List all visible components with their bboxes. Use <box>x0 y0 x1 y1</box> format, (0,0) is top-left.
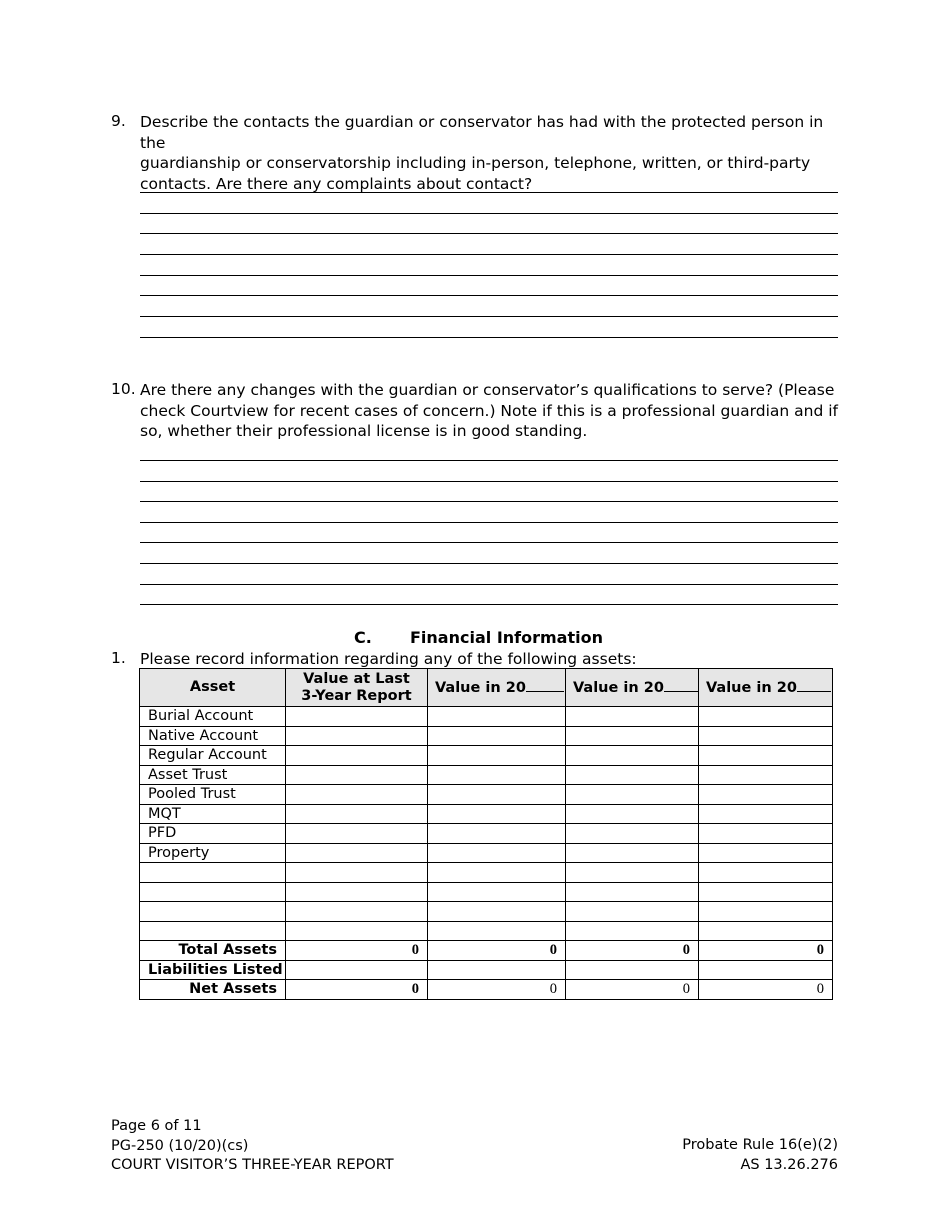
answer-line[interactable] <box>140 542 838 543</box>
table-cell[interactable] <box>699 707 833 727</box>
table-cell[interactable] <box>140 902 286 922</box>
table-cell[interactable] <box>286 921 428 941</box>
answer-line[interactable] <box>140 295 838 296</box>
table-row <box>140 726 833 746</box>
table-cell[interactable] <box>699 765 833 785</box>
header-asset: Asset <box>140 669 286 707</box>
table-cell[interactable] <box>286 960 428 980</box>
asset-label: Property <box>140 843 286 863</box>
total-assets-row <box>140 941 833 961</box>
table-cell[interactable] <box>286 902 428 922</box>
financial-item-number: 1. <box>111 649 126 667</box>
question-10-number: 10. <box>111 380 136 398</box>
answer-line[interactable] <box>140 604 838 605</box>
table-cell[interactable] <box>428 707 566 727</box>
table-cell[interactable] <box>428 882 566 902</box>
table-row <box>140 824 833 844</box>
table-cell[interactable] <box>699 843 833 863</box>
footer-statute: AS 13.26.276 <box>740 1156 838 1173</box>
table-cell[interactable] <box>566 746 699 766</box>
table-cell[interactable] <box>140 921 286 941</box>
table-cell[interactable] <box>566 863 699 883</box>
answer-line[interactable] <box>140 501 838 502</box>
total-value: 0 <box>699 941 833 961</box>
table-cell[interactable] <box>428 765 566 785</box>
table-row <box>140 746 833 766</box>
table-row <box>140 765 833 785</box>
answer-line[interactable] <box>140 481 838 482</box>
table-cell[interactable] <box>566 765 699 785</box>
answer-line[interactable] <box>140 522 838 523</box>
table-cell[interactable] <box>286 707 428 727</box>
table-cell[interactable] <box>566 824 699 844</box>
table-cell[interactable] <box>566 882 699 902</box>
table-row <box>140 804 833 824</box>
asset-label: PFD <box>140 824 286 844</box>
table-cell[interactable] <box>428 804 566 824</box>
table-cell[interactable] <box>699 921 833 941</box>
net-value: 0 <box>428 980 566 1000</box>
answer-line[interactable] <box>140 233 838 234</box>
year-blank[interactable] <box>797 679 831 692</box>
table-row-blank <box>140 882 833 902</box>
table-cell[interactable] <box>286 765 428 785</box>
table-cell[interactable] <box>428 785 566 805</box>
table-cell[interactable] <box>566 726 699 746</box>
net-assets-label: Net Assets <box>140 980 286 1000</box>
question-9-line-3: contacts. Are there any complaints about contact? <box>140 174 533 193</box>
answer-line[interactable] <box>140 254 838 255</box>
answer-line[interactable] <box>140 192 838 193</box>
net-value: 0 <box>566 980 699 1000</box>
asset-label: MQT <box>140 804 286 824</box>
header-value-label: Value in 20 <box>573 679 664 696</box>
footer-right <box>682 1136 838 1175</box>
table-cell[interactable] <box>566 843 699 863</box>
table-cell[interactable] <box>566 921 699 941</box>
table-cell[interactable] <box>699 746 833 766</box>
table-cell[interactable] <box>566 902 699 922</box>
table-row-blank <box>140 921 833 941</box>
table-cell[interactable] <box>286 726 428 746</box>
table-cell[interactable] <box>566 960 699 980</box>
answer-line[interactable] <box>140 316 838 317</box>
table-cell[interactable] <box>699 824 833 844</box>
footer-form-id: PG-250 (10/20)(cs) <box>111 1137 249 1154</box>
footer-rule: Probate Rule 16(e)(2) <box>682 1137 838 1153</box>
answer-line[interactable] <box>140 563 838 564</box>
table-cell[interactable] <box>286 882 428 902</box>
table-cell[interactable] <box>566 707 699 727</box>
answer-line[interactable] <box>140 460 838 461</box>
footer-left <box>111 1117 394 1176</box>
table-cell[interactable] <box>428 746 566 766</box>
question-9-text <box>140 112 840 194</box>
section-heading <box>354 628 603 647</box>
table-cell[interactable] <box>140 882 286 902</box>
asset-label: Asset Trust <box>140 765 286 785</box>
table-cell[interactable] <box>566 785 699 805</box>
header-value-label: Value in 20 <box>435 679 526 696</box>
section-letter: C. <box>354 628 372 647</box>
table-cell[interactable] <box>699 882 833 902</box>
asset-label: Pooled Trust <box>140 785 286 805</box>
answer-line[interactable] <box>140 337 838 338</box>
answer-line[interactable] <box>140 213 838 214</box>
answer-line[interactable] <box>140 584 838 585</box>
asset-label: Native Account <box>140 726 286 746</box>
table-header-row <box>140 669 833 707</box>
year-blank[interactable] <box>664 679 698 692</box>
section-title: Financial Information <box>410 628 603 647</box>
footer-page-number: Page 6 of 11 <box>111 1118 202 1134</box>
question-9-number: 9. <box>111 112 126 130</box>
question-10-text <box>140 380 840 442</box>
question-9-line-2: guardianship or conservatorship including in-person, telephone, written, or third-party <box>140 154 811 172</box>
table-cell[interactable] <box>428 843 566 863</box>
net-value: 0 <box>286 980 428 1000</box>
table-cell[interactable] <box>286 843 428 863</box>
question-10-line-2: check Courtview for recent cases of concern.) Note if this is a professional guardian and if <box>140 401 839 420</box>
header-last-line-1: Value at Last <box>303 670 410 687</box>
table-cell[interactable] <box>566 804 699 824</box>
liabilities-label: Liabilities Listed <box>140 960 286 980</box>
net-value: 0 <box>699 980 833 1000</box>
total-value: 0 <box>428 941 566 961</box>
year-blank[interactable] <box>526 679 564 692</box>
table-cell[interactable] <box>140 863 286 883</box>
question-10-line-3: so, whether their professional license is in good standing. <box>140 422 588 440</box>
asset-label: Burial Account <box>140 707 286 727</box>
table-cell[interactable] <box>286 804 428 824</box>
table-cell[interactable] <box>286 863 428 883</box>
table-row-blank <box>140 863 833 883</box>
header-value-label: Value in 20 <box>706 679 797 696</box>
table-cell[interactable] <box>699 726 833 746</box>
table-cell[interactable] <box>428 902 566 922</box>
question-9-line-1: Describe the contacts the guardian or conservator has had with the protected person in the <box>140 113 824 152</box>
table-row-blank <box>140 902 833 922</box>
table-cell[interactable] <box>286 824 428 844</box>
net-assets-row <box>140 980 833 1000</box>
header-value-last-report <box>286 669 428 707</box>
table-cell[interactable] <box>699 902 833 922</box>
table-cell[interactable] <box>699 804 833 824</box>
header-value-year-3 <box>699 669 833 707</box>
table-cell[interactable] <box>428 824 566 844</box>
table-cell[interactable] <box>286 785 428 805</box>
table-cell[interactable] <box>699 785 833 805</box>
footer-form-title: COURT VISITOR’S THREE-YEAR REPORT <box>111 1157 394 1173</box>
total-assets-label: Total Assets <box>140 941 286 961</box>
total-value: 0 <box>566 941 699 961</box>
table-cell[interactable] <box>428 726 566 746</box>
liabilities-row <box>140 960 833 980</box>
header-last-line-2: 3-Year Report <box>301 687 412 704</box>
assets-table <box>139 668 833 1000</box>
table-cell[interactable] <box>286 746 428 766</box>
total-value: 0 <box>286 941 428 961</box>
table-row <box>140 707 833 727</box>
table-cell[interactable] <box>428 921 566 941</box>
header-value-year-2 <box>566 669 699 707</box>
table-row <box>140 785 833 805</box>
question-10-line-1: Are there any changes with the guardian or conservator’s qualifications to serve? (Please <box>140 381 835 399</box>
financial-prompt: Please record information regarding any of the following assets: <box>140 650 637 668</box>
table-row <box>140 843 833 863</box>
header-value-year-1 <box>428 669 566 707</box>
table-cell[interactable] <box>428 863 566 883</box>
answer-line[interactable] <box>140 275 838 276</box>
asset-label: Regular Account <box>140 746 286 766</box>
table-cell[interactable] <box>428 960 566 980</box>
table-cell[interactable] <box>699 960 833 980</box>
table-cell[interactable] <box>699 863 833 883</box>
